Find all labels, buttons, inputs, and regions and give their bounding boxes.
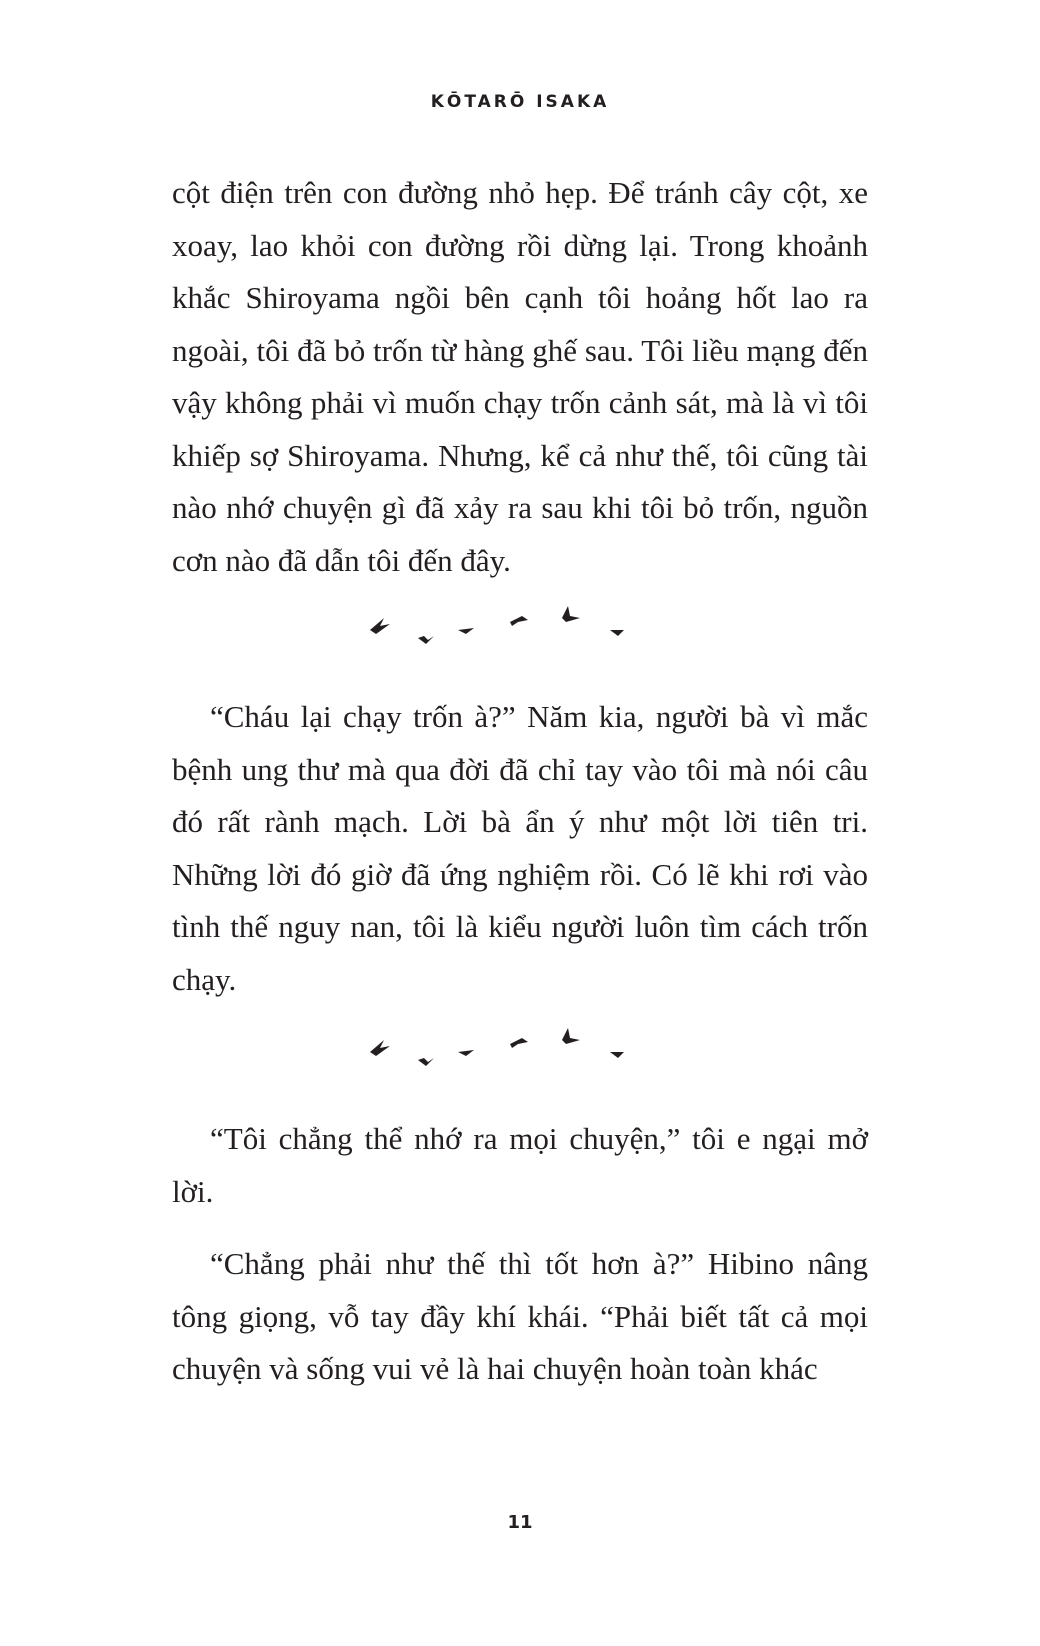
- paragraph-continuation: cột điện trên con đường nhỏ hẹp. Để tránh cây cột, xe xoay, lao khỏi con đường rồi dừng lại. Trong khoảnh khắc Shiroyama ngồi bên cạnh tôi hoảng hốt lao ra ngoài, tôi đã bỏ trốn từ hàng ghế sau. Tôi liều mạng đến vậy không phải vì muốn chạy trốn cảnh sát, mà là vì tôi khiếp sợ Shiroyama. Nhưng, kể cả như thế, tôi cũng tài nào nhớ chuyện gì đã xảy ra sau khi tôi bỏ trốn, nguồn cơn nào đã dẫn tôi đến đây.: [172, 175, 868, 578]
- flying-birds-icon: [370, 1022, 670, 1082]
- paragraph-cannot-remember: “Tôi chẳng thể nhớ ra mọi chuyện,” tôi e ngại mở lời.: [172, 1121, 868, 1209]
- paragraph-grandmother: “Cháu lại chạy trốn à?” Năm kia, người bà vì mắc bệnh ung thư mà qua đời đã chỉ tay vào tôi mà nói câu đó rất rành mạch. Lời bà ẩn ý như một lời tiên tri. Những lời đó giờ đã ứng nghiệm rồi. Có lẽ khi rơi vào tình thế nguy nan, tôi là kiểu người luôn tìm cách trốn chạy.: [172, 699, 868, 997]
- flying-birds-icon: [370, 600, 670, 660]
- page-number: 11: [507, 1512, 533, 1533]
- paragraph-hibino: “Chẳng phải như thế thì tốt hơn à?” Hibino nâng tông giọng, vỗ tay đầy khí khái. “Phải biết tất cả mọi chuyện và sống vui vẻ là hai chuyện hoàn toàn khác: [172, 1246, 868, 1386]
- running-head-author: KŌTARŌ ISAKA: [430, 92, 610, 112]
